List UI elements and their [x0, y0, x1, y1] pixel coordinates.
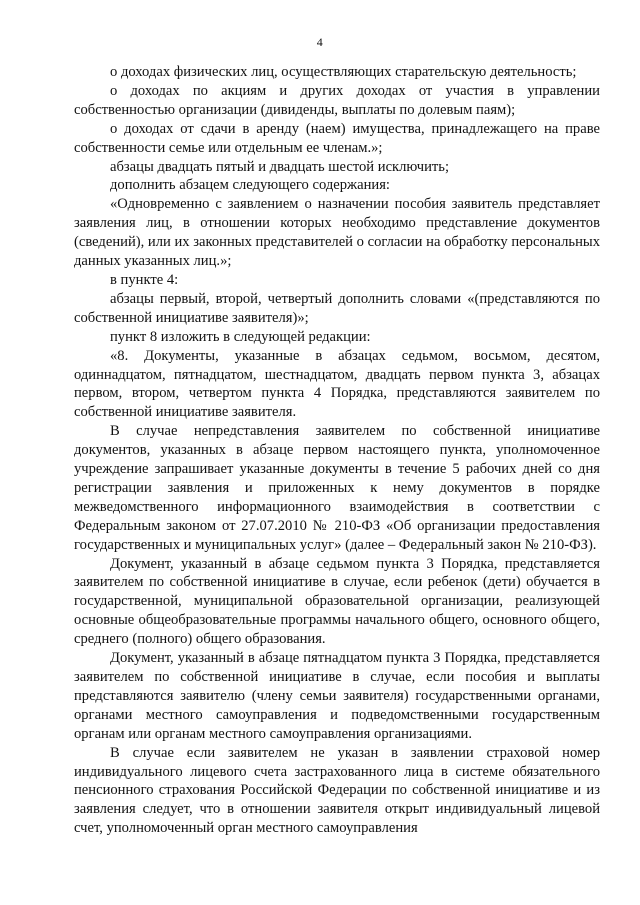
paragraph: пункт 8 изложить в следующей редакции: — [110, 328, 371, 345]
page-number: 4 — [316, 35, 324, 49]
paragraph: Документ, указанный в абзаце пятнадцатом пункта 3 Порядка, представляется заявителем по собственной инициативе в случае, если пособия и выплаты представляются заявителю (члену семьи заявителя) государственными органами, органами местного самоуправления и подведомственными государственным органам или органам местного самоуправления организациями. — [74, 650, 600, 742]
paragraph: дополнить абзацем следующего содержания: — [110, 177, 390, 194]
paragraph: в пункте 4: — [110, 271, 179, 288]
document-body — [74, 63, 600, 838]
paragraph: абзацы первый, второй, четвертый дополнить словами «(представляются по собственной инициативе заявителя)»; — [74, 290, 600, 326]
paragraph: В случае непредставления заявителем по собственной инициативе документов, указанных в абзаце первом настоящего пункта, уполномоченное учреждение запрашивает указанные документы в течение 5 рабочих дней со дня регистрации заявления и приложенных к нему документов в порядке межведомственного информационного взаимодействия в соответствии с Федеральным законом от 27.07.2010 № 210-ФЗ «Об организации предоставления государственных и муниципальных услуг» (далее – Федеральный закон № 210-ФЗ). — [74, 423, 600, 553]
paragraph: «8. Документы, указанные в абзацах седьмом, восьмом, десятом, одиннадцатом, пятнадцатом, шестнадцатом, двадцать первом пункта 3, абзацах первом, втором, четвертом пункта 4 Порядка, представляются заявителем по собственной инициативе заявителя. — [74, 347, 600, 421]
paragraph: Документ, указанный в абзаце седьмом пункта 3 Порядка, представляется заявителем по собственной инициативе в случае, если ребенок (дети) обучается в государственной, муниципальной образовательной организации, реализующей основные общеобразовательные программы начального общего, основного общего, среднего (полного) общего образования. — [74, 555, 600, 648]
paragraph: о доходах физических лиц, осуществляющих старательскую деятельность; — [110, 64, 577, 80]
paragraph: о доходах по акциям и других доходах от участия в управлении собственностью организации (дивиденды, выплаты по долевым паям); — [74, 82, 600, 118]
paragraph: о доходах от сдачи в аренду (наем) имущества, принадлежащего на праве собственности семье или отдельным ее членам.»; — [74, 120, 600, 156]
paragraph: «Одновременно с заявлением о назначении пособия заявитель представляет заявления лиц, в отношении которых необходимо представление документов (сведений), или их законных представителей о согласии на обработку персональных данных указанных лиц.»; — [74, 196, 600, 270]
paragraph: абзацы двадцать пятый и двадцать шестой исключить; — [110, 158, 450, 175]
paragraph: В случае если заявителем не указан в заявлении страховой номер индивидуального лицевого счета застрахованного лица в системе обязательного пенсионного страхования Российской Федерации по собственной инициативе и из заявления следует, что в отношении заявителя открыт индивидуальный лицевой счет, уполномоченный орган местного самоуправления — [74, 744, 600, 837]
